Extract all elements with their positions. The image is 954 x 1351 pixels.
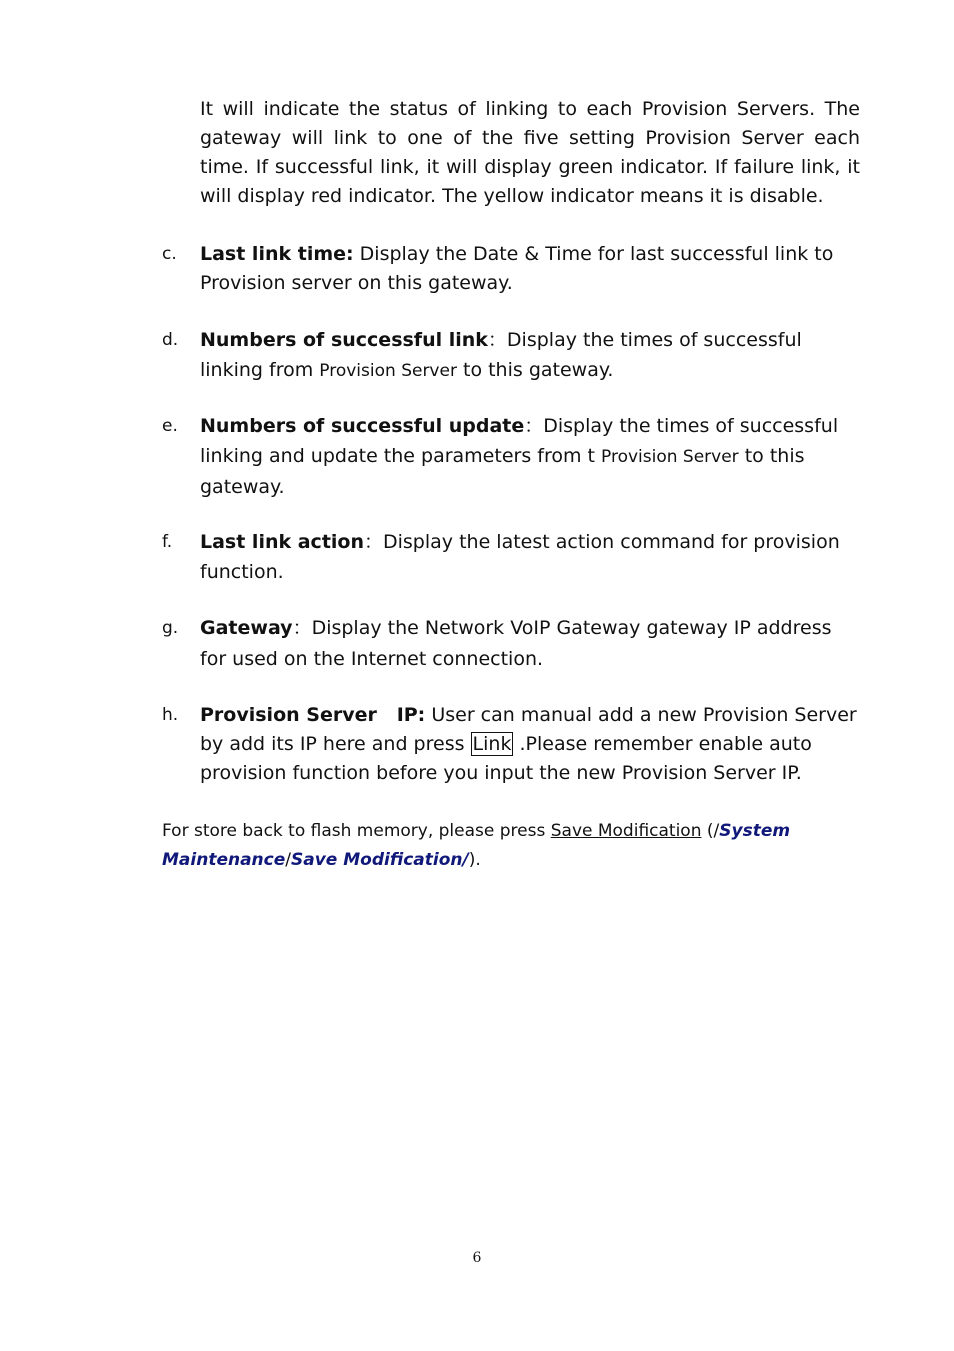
path-separator: /	[285, 850, 291, 870]
nav-save-modification: Save Modification/	[291, 850, 469, 870]
term-label: Last link time:	[200, 243, 354, 265]
list-item-body	[200, 325, 860, 386]
provision-server-text: Provision Server	[319, 361, 457, 381]
description-text: ：Display the times of successful linking and update the parameters from t	[200, 415, 839, 467]
list-item-body	[200, 527, 860, 587]
term-label: Numbers of successful link	[200, 329, 488, 351]
description-text: User can manual add a new Provision Server by add its IP here and press	[200, 704, 857, 755]
provision-server-text: Provision Server	[601, 447, 739, 467]
list-letter: g.	[162, 618, 179, 638]
description-text: ：Display the latest action command for provision function.	[200, 531, 840, 583]
list-letter: e.	[162, 416, 178, 436]
intro-paragraph: It will indicate the status of linking to each Provision Servers. The gateway will link to one of the five setting Provision Server each time. If successful link, it will display green indicator. If failure link, it will display red indicator. The yellow indicator means it is disable.	[200, 98, 860, 207]
list-item-successful-link	[160, 325, 860, 386]
link-button[interactable]: Link	[472, 733, 512, 755]
list-letter: h.	[162, 705, 179, 725]
term-label: Gateway	[200, 617, 293, 639]
list-item-last-link-action	[160, 527, 860, 587]
list-item-body	[200, 613, 860, 675]
description-text: .Please remember enable auto provision function before you input the new Provision Server IP.	[200, 733, 812, 784]
term-label: Provision Server IP:	[200, 704, 426, 726]
paren-open: (/	[701, 821, 720, 841]
list-item-last-link-time	[160, 240, 860, 298]
page-number: 6	[472, 1250, 482, 1266]
term-label: Last link action	[200, 531, 364, 553]
list-item-gateway	[160, 613, 860, 675]
save-modification-link[interactable]: Save Modification	[550, 821, 702, 841]
list-item-provision-server-ip	[160, 701, 860, 788]
paren-close: ).	[468, 850, 481, 870]
list-item-body	[200, 701, 860, 788]
list-item-body	[200, 240, 860, 298]
list-item-successful-update	[160, 411, 860, 502]
description-text: ：Display the Network VoIP Gateway gateway IP address for used on the Internet connection.	[200, 617, 832, 670]
nav-system-maintenance: System Maintenance	[162, 821, 791, 870]
description-text: to this gateway.	[200, 445, 805, 498]
list-letter: c.	[162, 244, 177, 264]
list-item-body	[200, 411, 860, 502]
save-instruction	[162, 817, 862, 875]
description-text: to this gateway.	[456, 359, 614, 381]
term-label: Numbers of successful update	[200, 415, 525, 437]
description-text: ：Display the times of successful linking from	[200, 329, 802, 381]
list-letter: d.	[162, 330, 179, 350]
list-letter: f.	[162, 532, 173, 552]
description-text: Display the Date & Time for last successful link to Provision server on this gateway.	[200, 243, 834, 294]
instruction-text: For store back to flash memory, please press	[162, 821, 551, 841]
